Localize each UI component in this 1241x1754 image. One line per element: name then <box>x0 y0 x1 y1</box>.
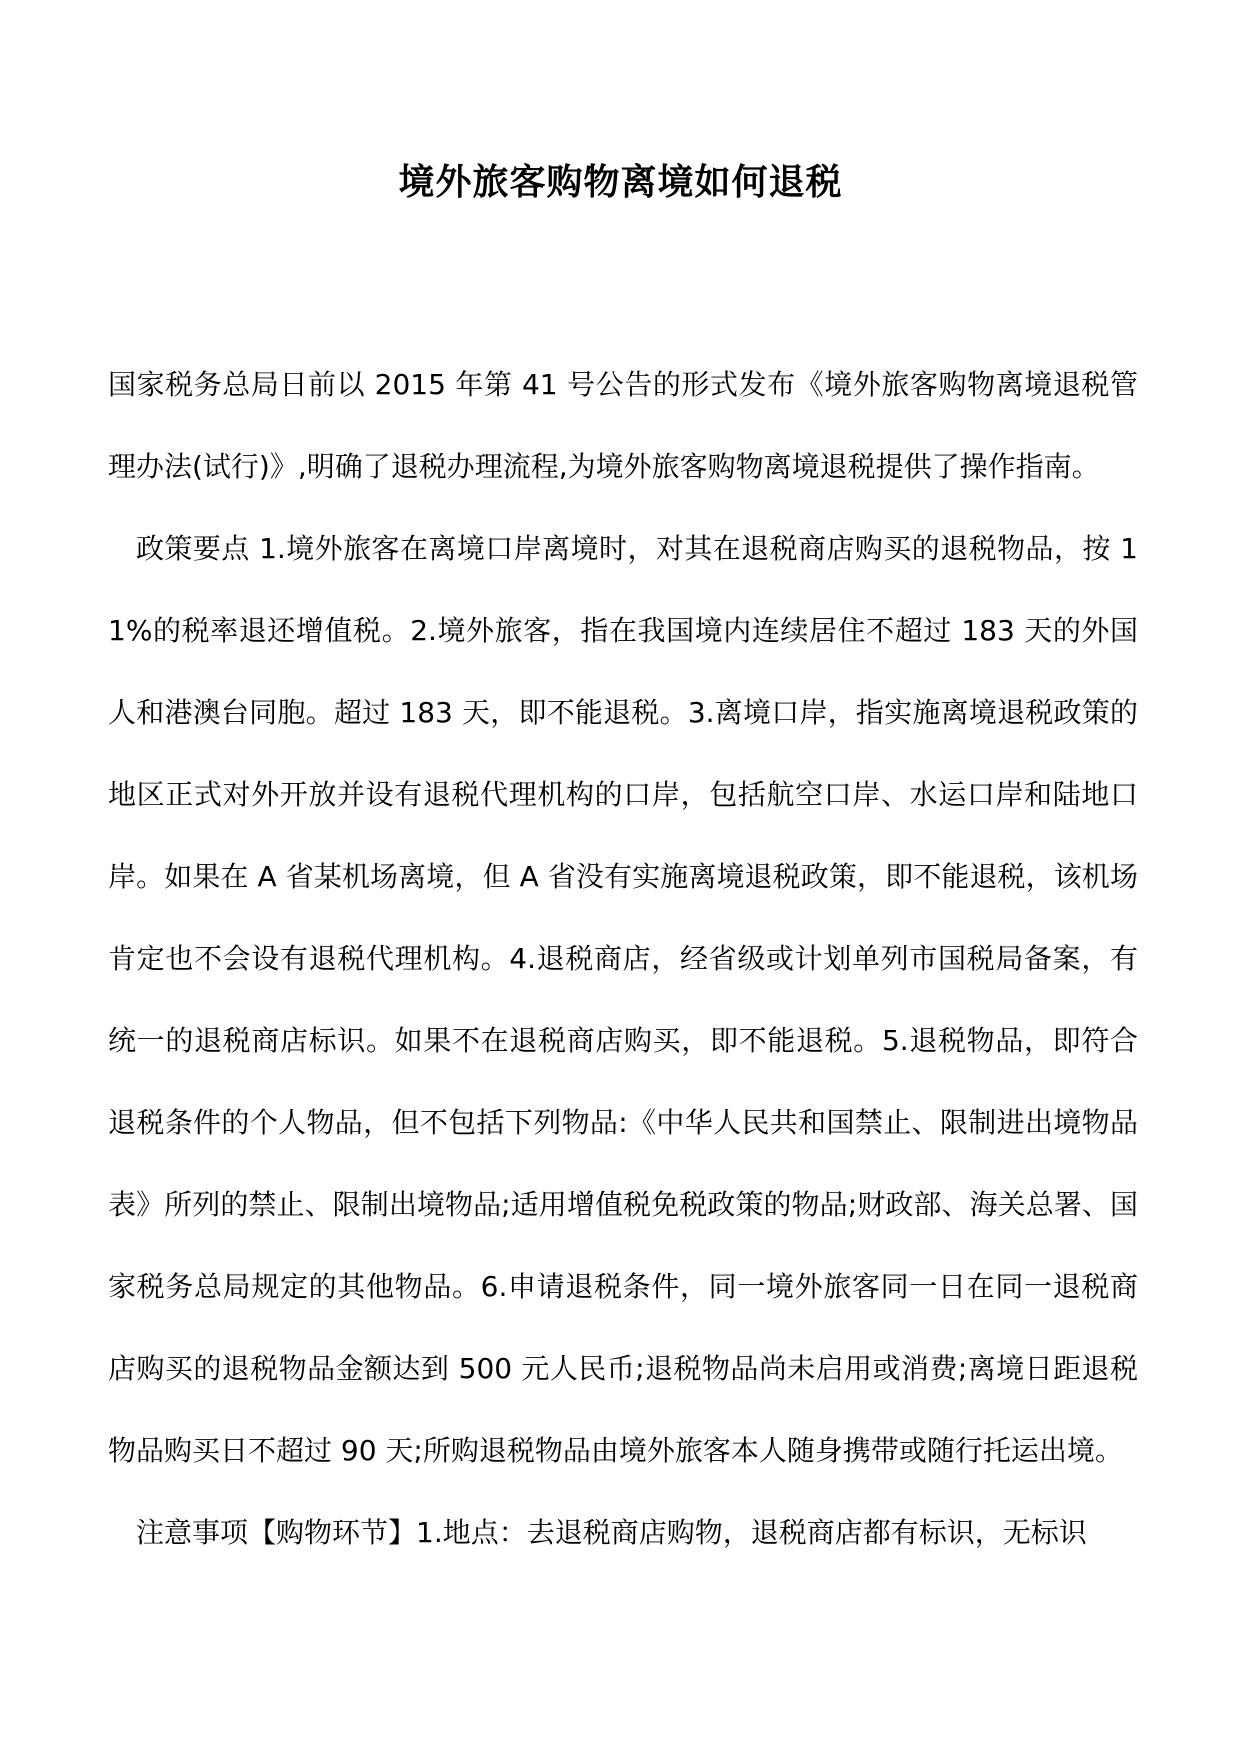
document-title: 境外旅客购物离境如何退税 <box>398 162 843 203</box>
paragraph-notes: 注意事项【购物环节】1.地点：去退税商店购物，退税商店都有标识，无标识 <box>136 1516 1087 1549</box>
paragraph-announcement: 国家税务总局日前以 2015 年第 41 号公告的形式发布《境外旅客购物离境退税管理办法(试行)》,明确了退税办理流程,为境外旅客购物离境退税提供了操作指南。 <box>108 368 1138 483</box>
paragraph-policy-points: 政策要点 1.境外旅客在离境口岸离境时，对其在退税商店购买的退税物品，按 11%的税率退还增值税。2.境外旅客，指在我国境内连续居住不超过 183 天的外国人和港澳台同胞。超过 183 天，即不能退税。3.离境口岸，指实施离境退税政策的地区正式对外开放并设有退税代理机构的口岸，包括航空口岸、水运口岸和陆地口岸。如果在 A 省某机场离境，但 A 省没有实施离境退税政策，即不能退税，该机场肯定也不会设有退税代理机构。4.退税商店，经省级或计划单列市国税局备案，有统一的退税商店标识。如果不在退税商店购买，即不能退税。5.退税物品，即符合退税条件的个人物品，但不包括下列物品:《中华人民共和国禁止、限制进出境物品表》所列的禁止、限制出境物品;适用增值税免税政策的物品;财政部、海关总署、国家税务总局规定的其他物品。6.申请退税条件，同一境外旅客同一日在同一退税商店购买的退税物品金额达到 500 元人民币;退税物品尚未启用或消费;离境日距退税物品购买日不超过 90 天;所购退税物品由境外旅客本人随身携带或随行托运出境。 <box>108 532 1138 1467</box>
document-body <box>108 344 1138 1574</box>
